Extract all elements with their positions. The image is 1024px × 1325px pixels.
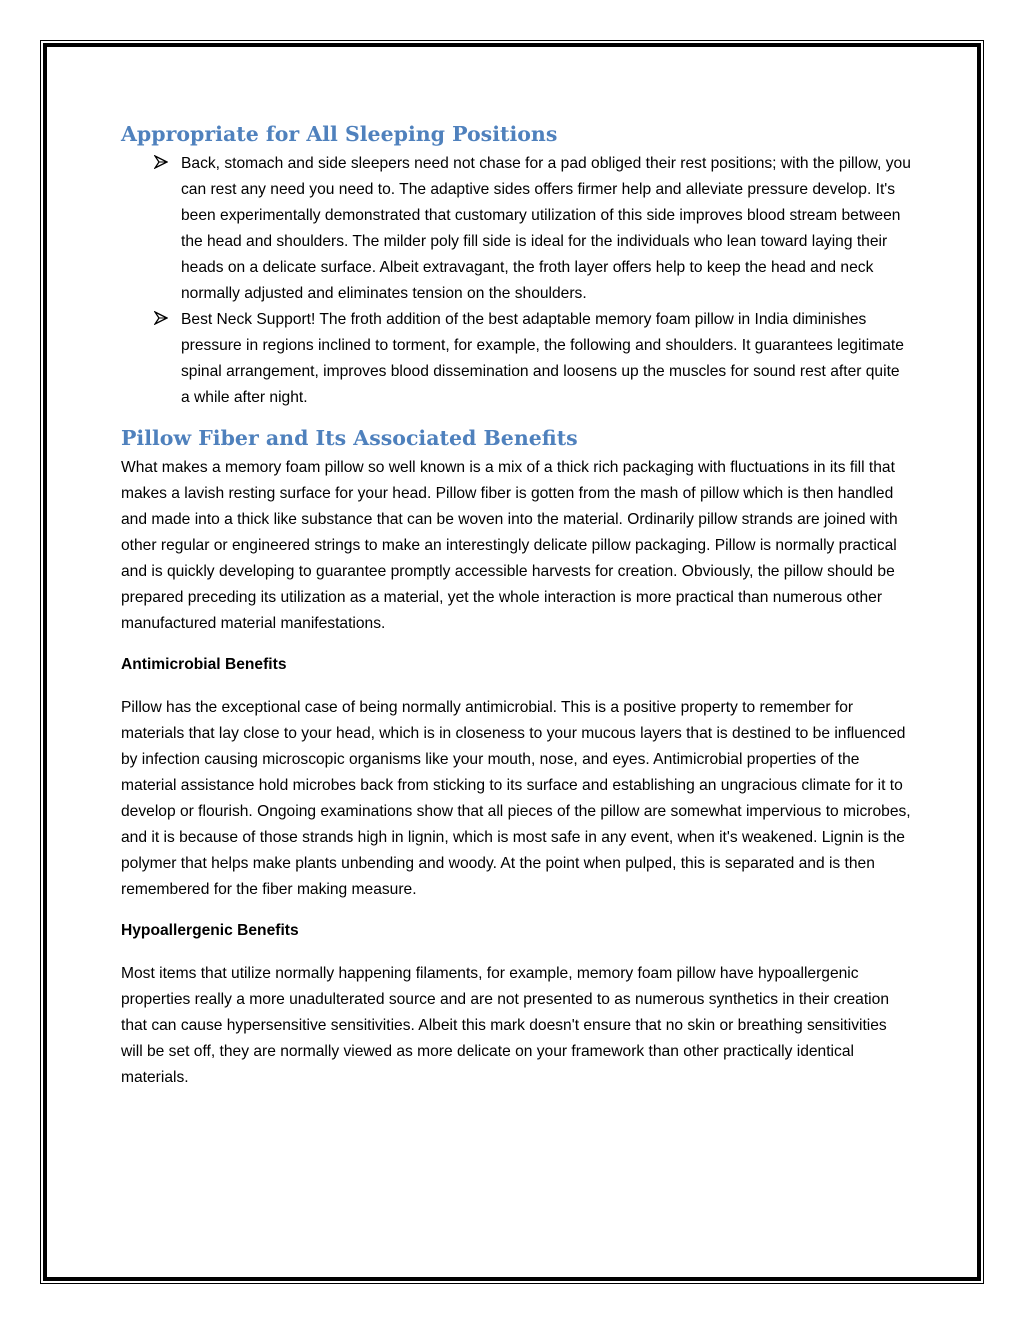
bullet-text: Back, stomach and side sleepers need not chase for a pad obliged their rest positions; with the pillow, you can rest any need you need to. The adaptive sides offers firmer help and alleviate pressure develop. It's been experimentally demonstrated that customary utilization of this side improves blood stream between the head and shoulders. The milder poly fill side is ideal for the individuals who lean toward laying their heads on a delicate surface. Albeit extravagant, the froth layer offers help to keep the head and neck normally adjusted and eliminates tension on the shoulders. [181, 155, 911, 302]
arrow-bullet-icon [154, 307, 172, 333]
list-item [121, 307, 911, 411]
list-item [121, 151, 911, 307]
section-heading-sleeping-positions: Appropriate for All Sleeping Positions [121, 122, 558, 146]
bullet-text: Best Neck Support! The froth addition of the best adaptable memory foam pillow in India diminishes pressure in regions inclined to torment, for example, the following and shoulders. It guarantees legitimate spinal arrangement, improves blood dissemination and loosens up the muscles for sound rest after quite a while after night. [181, 311, 904, 406]
arrow-bullet-icon [154, 151, 172, 177]
paragraph-hypoallergenic: Most items that utilize normally happening filaments, for example, memory foam pillow have hypoallergenic properties really a more unadulterated source and are not presented to as numerous synthetics in their creation that can cause hypersensitive sensitivities. Albeit this mark doesn't ensure that no skin or breathing sensitivities will be set off, they are normally viewed as more delicate on your framework than other practically identical materials. [121, 965, 889, 1086]
paragraph-antimicrobial: Pillow has the exceptional case of being normally antimicrobial. This is a positive property to remember for materials that lay close to your head, which is in closeness to your mucous layers that is destined to be influenced by infection causing microscopic organisms like your mouth, nose, and eyes. Antimicrobial properties of the material assistance hold microbes back from sticking to its surface and establishing an ungracious climate for it to develop or flourish. Ongoing examinations show that all pieces of the pillow are somewhat impervious to microbes, and it is because of those strands high in lignin, which is most safe in any event, when it's weakened. Lignin is the polymer that helps make plants unbending and woody. At the point when pulped, this is separated and is then remembered for the fiber making measure. [121, 699, 911, 898]
subheading-hypoallergenic: Hypoallergenic Benefits [121, 922, 299, 939]
document-content [121, 117, 911, 1091]
bullet-list [121, 151, 911, 411]
subheading-antimicrobial: Antimicrobial Benefits [121, 656, 287, 673]
paragraph-pillow-fiber: What makes a memory foam pillow so well known is a mix of a thick rich packaging with fluctuations in its fill that makes a lavish resting surface for your head. Pillow fiber is gotten from the mash of pillow which is then handled and made into a thick like substance that can be woven into the material. Ordinarily pillow strands are joined with other regular or engineered strings to make an interestingly delicate pillow packaging. Pillow is normally practical and is quickly developing to guarantee promptly accessible harvests for creation. Obviously, the pillow should be prepared preceding its utilization as a material, yet the whole interaction is more practical than numerous other manufactured material manifestations. [121, 459, 898, 632]
section-heading-pillow-fiber: Pillow Fiber and Its Associated Benefits [121, 426, 578, 450]
